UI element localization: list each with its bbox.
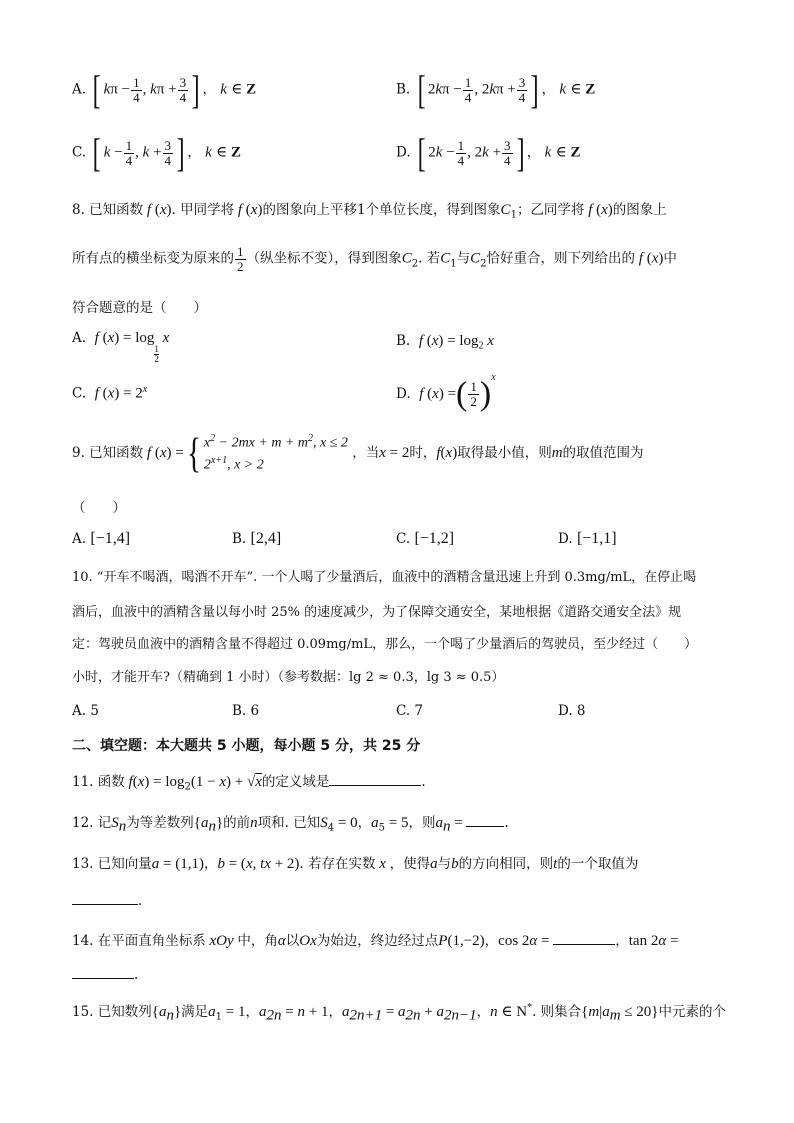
- q13-line-2: .: [72, 890, 142, 909]
- q8-option-b: B. f $(x) = \log_2 x$: [396, 333, 494, 352]
- q7-option-b: B. [ 2kπ − $\frac{1}{4}$ , 2kπ + $\frac{3}{4}$ ] ， k ∈ Z: [396, 67, 596, 112]
- q9-option-c: C. [−1,2]: [396, 530, 455, 547]
- q8-option-d: D. f (x) =( $\frac{1}{2}$ )$^x$: [396, 372, 496, 413]
- q14-line-2: .: [72, 964, 138, 983]
- q13-blank[interactable]: [72, 890, 138, 905]
- q10-option-b: B. 6: [232, 703, 260, 719]
- q9-line-1: 9. 已知函数 f (x) ={ $x^2 - 2mx + m + m^2$, x ≤ 2 $2^{x+1}$, x > 2 ，当x = 2时，f(x)取得最小值，则m的取值范围为: [72, 430, 644, 477]
- q12: 12. 记$S_n$为等差数列$\{a_n\}$的前n项和. 已知$S_4 = 0$，$a_5 = 5$，则$a_n$ = .: [72, 811, 509, 836]
- q11: 11. 函数 $f(x) = \log_2(1 - x) + √x$的定义域是 .: [72, 770, 426, 793]
- q8-line-3: 符合题意的是（ ）: [72, 300, 207, 316]
- q12-blank[interactable]: [466, 812, 504, 827]
- q10-option-a: A. 5: [72, 703, 99, 719]
- q8-option-a: A. f (x) = log $\frac{1}{2}$ x: [72, 330, 170, 364]
- q10-option-d: D. 8: [558, 703, 586, 719]
- q8-option-c: C. f $(x) = 2^x$: [72, 384, 148, 402]
- q14-blank-cos[interactable]: [553, 930, 615, 945]
- q7-option-c: C. [ k − $\frac{1}{4}$ , k + $\frac{3}{4}$ ] ， k ∈ Z: [72, 130, 242, 175]
- q14-blank-tan[interactable]: [72, 964, 134, 979]
- q8-line-2: 所有点的横坐标变为原来的 $\frac{1}{2}$ （纵坐标不变），得到图象$C_2$. 若$C_1$与$C_2$恰好重合，则下列给出的 f (x)中: [72, 244, 677, 274]
- q10-line-2: 酒后，血液中的酒精含量以每小时 25% 的速度减少，为了保障交通安全，某地根据《道路交通安全法》规: [72, 605, 682, 620]
- q9-option-d: D. [−1,1]: [558, 530, 617, 547]
- section-2-heading: 二、填空题：本大题共 5 小题，每小题 5 分，共 25 分: [72, 738, 421, 754]
- q7-option-d: D. [ 2k − $\frac{1}{4}$ , 2k + $\frac{3}{4}$ ] ， k ∈ Z: [396, 130, 581, 175]
- q10-line-4: 小时，才能开车?（精确到 1 小时）（参考数据：lg 2 ≈ 0.3，lg 3 ≈ 0.5）: [72, 670, 505, 685]
- q13-line-1: 13. 已知向量a = (1,1)，b = (x, tx + 2). 若存在实数 x ，使得a与b的方向相同，则t的一个取值为: [72, 856, 639, 872]
- q9-option-b: B. [2,4]: [232, 530, 282, 547]
- q10-line-3: 定：驾驶员血液中的酒精含量不得超过 0.09mg/mL，那么，一个喝了少量酒后的驾驶员，至少经过（ ）: [72, 637, 698, 652]
- q11-blank[interactable]: [329, 771, 421, 786]
- q8-line-1: 8. 已知函数 f (x). 甲同学将 f (x)的图象向上平移1个单位长度，得到图象$C_1$；乙同学将 f (x)的图象上: [72, 202, 667, 221]
- q15: 15. 已知数列$\{a_n\}$满足$a_1 = 1$，$a_{2n} = n + 1$，$a_{2n+1} = a_{2n} + a_{2n-1}$，n ∈ N*. 则集合$\{m|a_m \le 20\}$中元素的个: [72, 1002, 727, 1024]
- q14-line-1: 14. 在平面直角坐标系 xOy 中，角α以Ox为始边，终边经过点P(1,−2)，cos 2α = ，tan 2α =: [72, 929, 678, 950]
- q9-option-a: A. [−1,4]: [72, 530, 131, 547]
- q7-option-a: A. [ kπ − $\frac{1}{4}$ , kπ + $\frac{3}{4}$ ] ， k ∈ Z: [72, 67, 257, 112]
- q9-paren: （ ）: [72, 500, 126, 516]
- q10-line-1: 10. “开车不喝酒，喝酒不开车”. 一个人喝了少量酒后，血液中的酒精含量迅速上升到 0.3mg/mL，在停止喝: [72, 570, 697, 585]
- q10-option-c: C. 7: [396, 703, 424, 719]
